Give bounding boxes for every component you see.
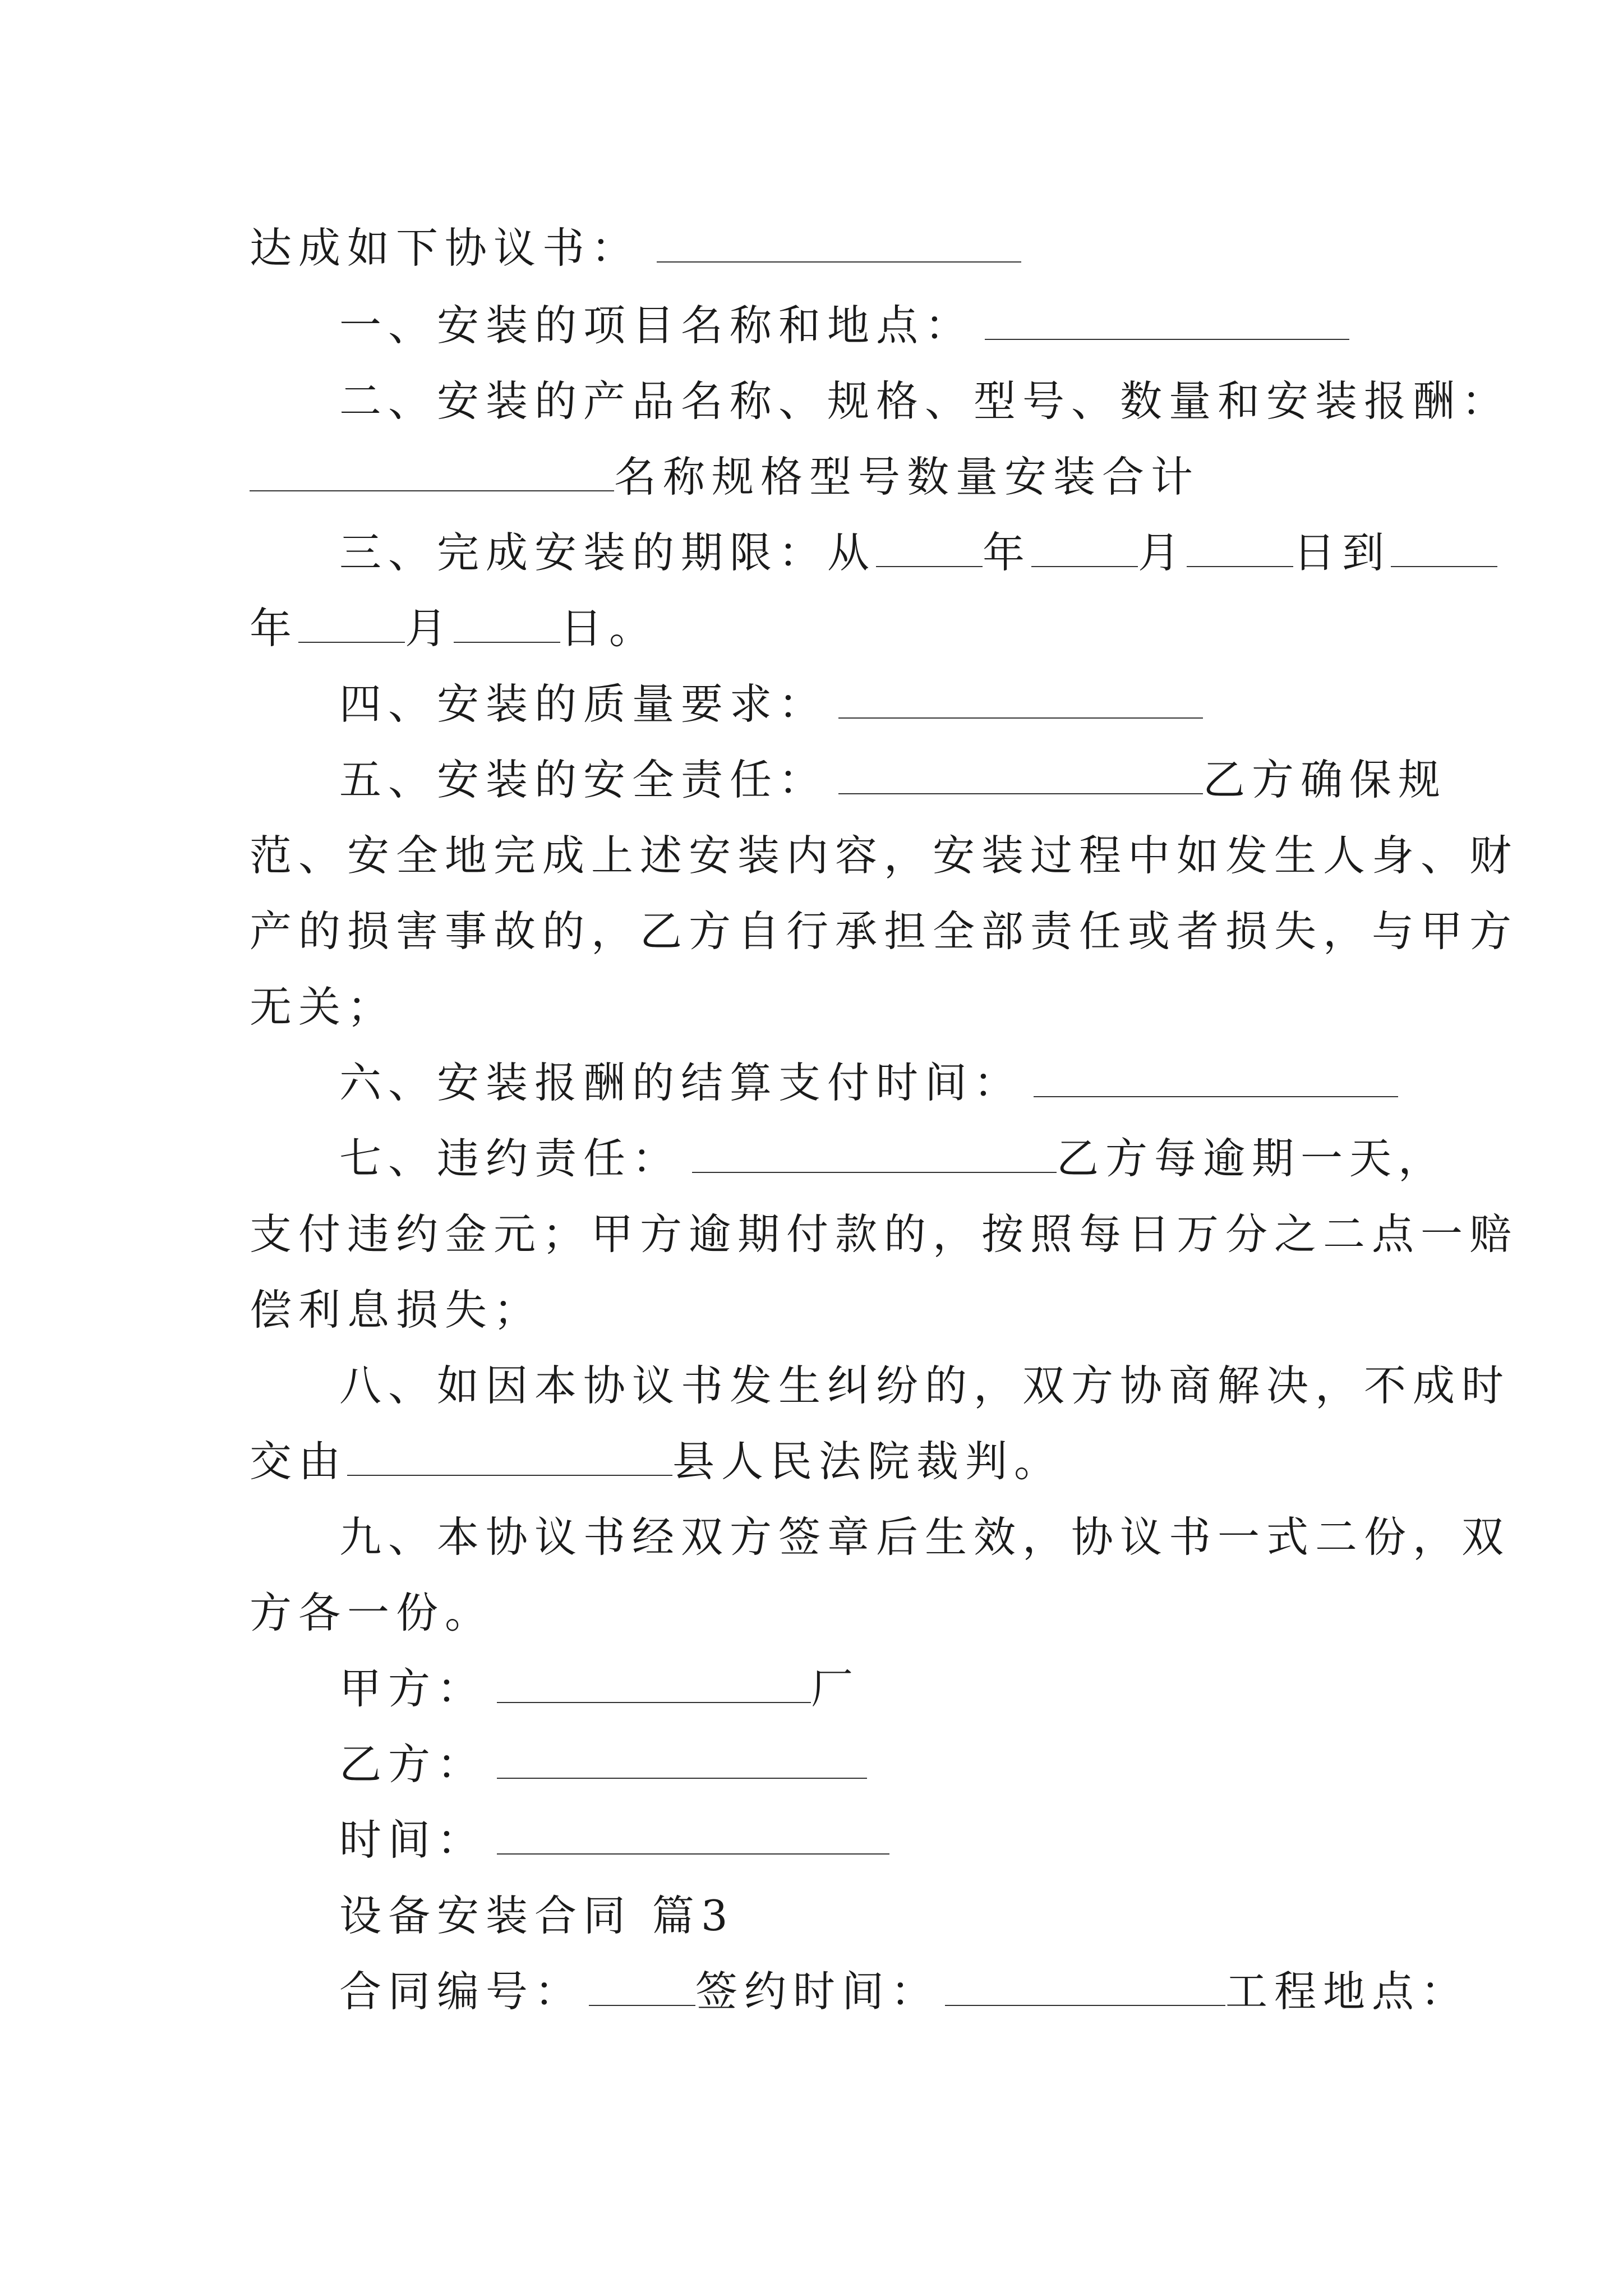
fill-blank (497, 1667, 811, 1703)
line-text: 设备安装合同 篇3 (339, 1891, 735, 1940)
fill-blank (497, 1743, 867, 1779)
text-line-12 (339, 1055, 1398, 1111)
line-text: 月 (405, 604, 454, 653)
line-text: 年 (983, 528, 1032, 577)
fill-blank (838, 758, 1203, 794)
line-text: 方各一份。 (250, 1588, 494, 1637)
fill-blank (497, 1819, 889, 1855)
text-line-11 (250, 979, 396, 1035)
text-line-21 (339, 1736, 867, 1792)
text-line-4 (250, 449, 1200, 505)
line-text: 八、如因本协议书发生纠纷的，双方协商解决，不成时 (339, 1361, 1511, 1410)
text-line-10 (250, 903, 1518, 959)
line-text: 四、安装的质量要求： (339, 679, 828, 729)
line-text: 日到 (1293, 528, 1391, 577)
line-text: 三、完成安装的期限：从 (339, 528, 877, 577)
fill-blank (692, 1137, 1057, 1173)
text-line-3 (339, 373, 1510, 429)
line-text: 二、安装的产品名称、规格、型号、数量和安装报酬： (339, 376, 1511, 426)
text-line-17 (250, 1433, 1063, 1489)
text-line-7 (339, 676, 1203, 732)
text-line-19 (250, 1585, 494, 1641)
fill-blank (876, 531, 983, 567)
line-text: 厂 (811, 1664, 860, 1713)
text-line-20 (339, 1660, 860, 1717)
line-text: 名称规格型号数量安装合计 (614, 452, 1200, 501)
text-line-8 (339, 752, 1447, 808)
line-text: 月 (1138, 528, 1187, 577)
text-line-5 (339, 524, 1497, 581)
text-line-14 (250, 1206, 1518, 1262)
text-line-13 (339, 1130, 1447, 1186)
fill-blank (298, 607, 405, 643)
line-text: 乙方： (339, 1740, 486, 1789)
line-text: 达成如下协议书： (250, 223, 640, 273)
text-line-24 (339, 1963, 1469, 2019)
line-text: 乙方每逾期一天， (1057, 1134, 1447, 1183)
line-text: 合同编号： (339, 1967, 584, 2016)
text-line-18 (339, 1509, 1510, 1565)
fill-blank (657, 227, 1021, 263)
fill-blank (250, 455, 614, 491)
line-text: 无关； (250, 982, 396, 1032)
line-text: 乙方确保规 (1203, 755, 1447, 804)
text-line-1 (250, 220, 1021, 276)
fill-blank (1187, 531, 1293, 567)
line-text: 工程地点： (1225, 1967, 1470, 2016)
line-text: 偿利息损失； (250, 1285, 543, 1335)
line-text: 县人民法院裁判。 (672, 1437, 1063, 1486)
text-line-6 (250, 600, 658, 656)
line-text: 产的损害事故的，乙方自行承担全部责任或者损失，与甲方 (250, 907, 1519, 956)
text-line-15 (250, 1282, 542, 1338)
fill-blank (454, 607, 560, 643)
line-text: 签约时间： (695, 1967, 940, 2016)
fill-blank (1034, 1061, 1398, 1097)
line-text: 交由 (250, 1437, 348, 1486)
fill-blank (838, 683, 1203, 719)
fill-blank (985, 304, 1349, 340)
line-text: 九、本协议书经双方签章后生效，协议书一式二份，双 (339, 1512, 1511, 1562)
fill-blank (1391, 531, 1497, 567)
fill-blank (589, 1970, 695, 2006)
section-heading (339, 1888, 735, 1944)
text-line-2 (339, 297, 1349, 353)
fill-blank (1031, 531, 1138, 567)
text-line-22 (339, 1812, 889, 1868)
line-text: 五、安装的安全责任： (339, 755, 828, 804)
line-text: 七、违约责任： (339, 1134, 681, 1183)
line-text: 六、安装报酬的结算支付时间： (339, 1058, 1023, 1107)
line-text: 年 (250, 604, 299, 653)
line-text: 支付违约金元；甲方逾期付款的，按照每日万分之二点一赔 (250, 1209, 1519, 1259)
line-text: 日。 (560, 604, 658, 653)
line-text: 一、安装的项目名称和地点： (339, 301, 974, 350)
fill-blank (945, 1970, 1225, 2006)
line-text: 时间： (339, 1815, 486, 1865)
fill-blank (347, 1440, 672, 1476)
text-line-16 (339, 1358, 1510, 1414)
text-line-9 (250, 827, 1518, 884)
line-text: 范、安全地完成上述安装内容，安装过程中如发生人身、财 (250, 831, 1519, 880)
line-text: 甲方： (339, 1664, 486, 1713)
